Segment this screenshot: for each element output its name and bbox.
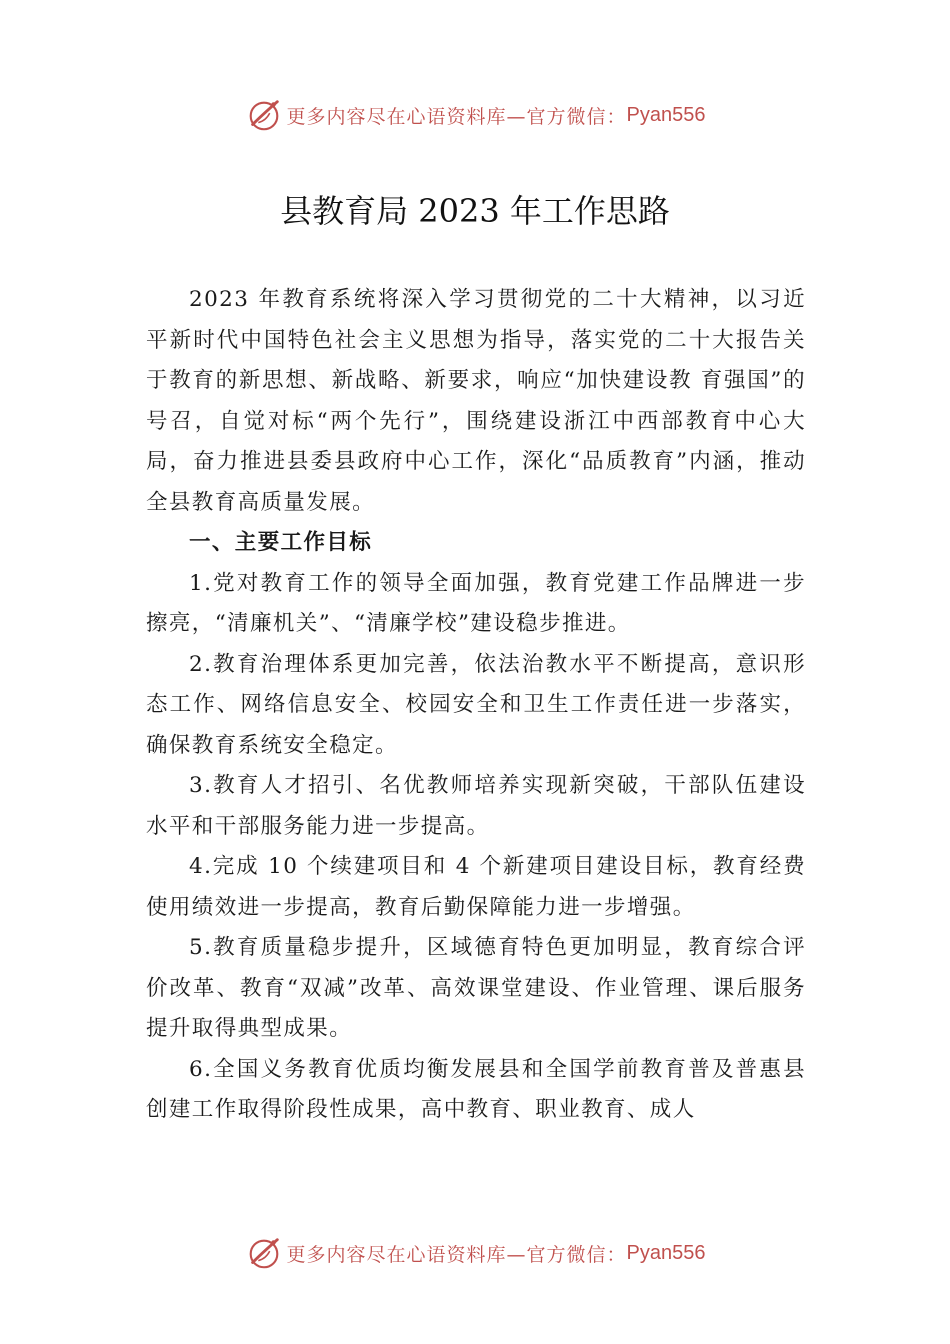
document-body [146, 280, 806, 1131]
goal-item: 6.全国义务教育优质均衡发展县和全国学前教育普及普惠县创建工作取得阶段性成果，高中教育、职业教育、成人 [146, 1056, 806, 1122]
banner-text: 更多内容尽在心语资料库—官方微信： [286, 1243, 627, 1266]
brush-logo-icon [245, 1234, 283, 1272]
footer-banner [0, 1233, 950, 1273]
document-title: 县教育局 2023 年工作思路 [280, 192, 670, 230]
wechat-id: Pyan556 [626, 103, 706, 126]
wechat-id: Pyan556 [626, 1241, 706, 1264]
brush-logo-icon [245, 96, 283, 134]
goal-item: 2.教育治理体系更加完善，依法治教水平不断提高，意识形态工作、网络信息安全、校园安全和卫生工作责任进一步落实，确保教育系统安全稳定。 [146, 651, 806, 758]
goal-item: 4.完成 10 个续建项目和 4 个新建项目建设目标，教育经费使用绩效进一步提高，教育后勤保障能力进一步增强。 [146, 854, 806, 920]
goal-item: 3.教育人才招引、名优教师培养实现新突破，干部队伍建设水平和干部服务能力进一步提高。 [146, 773, 806, 839]
goal-item: 1.党对教育工作的领导全面加强，教育党建工作品牌进一步擦亮，“清廉机关”、“清廉学校”建设稳步推进。 [146, 570, 806, 636]
section-heading: 一、主要工作目标 [189, 530, 373, 555]
header-banner [0, 95, 950, 135]
banner-text: 更多内容尽在心语资料库—官方微信： [286, 105, 627, 128]
intro-paragraph: 2023 年教育系统将深入学习贯彻党的二十大精神，以习近平新时代中国特色社会主义思想为指导，落实党的二十大报告关于教育的新思想、新战略、新要求，响应“加快建设教 育强国”的号召，自觉对标“两个先行”，围绕建设浙江中西部教育中心大局，奋力推进县委县政府中心工作，深化“品质教育”内涵，推动全县教育高质量发展。 [146, 287, 806, 515]
goal-item: 5.教育质量稳步提升，区域德育特色更加明显，教育综合评价改革、教育“双减”改革、高效课堂建设、作业管理、课后服务提升取得典型成果。 [146, 935, 806, 1041]
